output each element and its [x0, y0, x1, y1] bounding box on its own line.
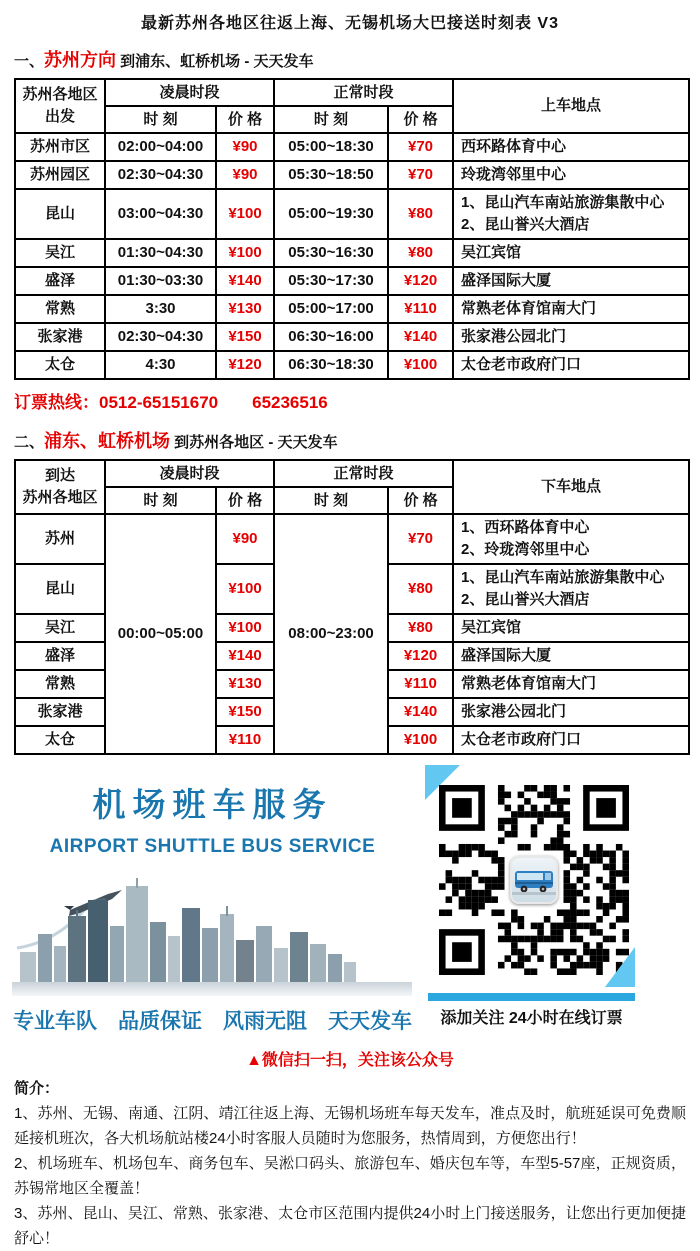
early-price-cell: ¥150: [216, 698, 274, 726]
early-price-cell: ¥120: [216, 351, 274, 379]
table2-early-price-header: 价 格: [216, 487, 274, 514]
blue-bar: [428, 993, 635, 1001]
banner-left: [0, 761, 425, 1043]
location-cell: 常熟老体育馆南大门: [453, 670, 689, 698]
table2-normal-period-header: 正常时段: [274, 460, 453, 487]
region-cell: 昆山: [15, 564, 105, 614]
table-row: [15, 295, 689, 323]
location-line: 2、昆山誉兴大酒店: [461, 216, 590, 233]
location-cell: 西环路体育中心: [453, 133, 689, 161]
normal-price-cell: ¥70: [388, 161, 453, 189]
region-cell: 太仓: [15, 726, 105, 754]
table1-region-header-line1: 苏州各地区: [22, 86, 98, 103]
location-cell: 常熟老体育馆南大门: [453, 295, 689, 323]
location-line: 1、昆山汽车南站旅游集散中心: [461, 194, 665, 211]
section2-rest: 到苏州各地区 - 天天发车: [170, 434, 338, 451]
region-cell: 张家港: [15, 323, 105, 351]
early-time-cell: 02:30~04:30: [105, 323, 216, 351]
wechat-scan-note: ▲微信扫一扫，关注该公众号: [246, 1052, 454, 1069]
early-price-cell: ¥100: [216, 189, 274, 239]
location-cell: 吴江宾馆: [453, 614, 689, 642]
table-row: [15, 514, 689, 564]
table2-region-header-line1: 到达: [44, 467, 75, 484]
city-skyline-illustration: [12, 856, 412, 996]
table1-normal-price-header: 价 格: [388, 106, 453, 133]
table2-location-header: 下车地点: [453, 460, 689, 514]
table-row: [15, 133, 689, 161]
section-heading-airport-direction: [14, 427, 700, 453]
early-price-cell: ¥100: [216, 564, 274, 614]
normal-time-cell: 05:30~18:50: [274, 161, 388, 189]
table1-header-row1: [15, 79, 689, 106]
table-row: [15, 189, 689, 239]
table1-normal-period-header: 正常时段: [274, 79, 453, 106]
table1-early-price-header: 价 格: [216, 106, 274, 133]
normal-price-cell: ¥140: [388, 698, 453, 726]
location-cell: 太仓老市政府门口: [453, 726, 689, 754]
normal-time-cell: 05:30~17:30: [274, 267, 388, 295]
section1-highlight: 苏州方向: [44, 50, 117, 70]
early-price-cell: ¥150: [216, 323, 274, 351]
normal-price-cell: ¥120: [388, 267, 453, 295]
airport-shuttle-banner: [0, 761, 700, 1043]
region-cell: 吴江: [15, 614, 105, 642]
normal-price-cell: ¥70: [388, 133, 453, 161]
table2-region-header: [15, 460, 105, 514]
region-cell: 盛泽: [15, 642, 105, 670]
early-time-cell: 01:30~04:30: [105, 239, 216, 267]
normal-time-cell: 05:00~18:30: [274, 133, 388, 161]
region-cell: 苏州: [15, 514, 105, 564]
table-row: [15, 351, 689, 379]
location-cell: 张家港公园北门: [453, 698, 689, 726]
normal-price-cell: ¥80: [388, 189, 453, 239]
region-cell: 昆山: [15, 189, 105, 239]
normal-price-cell: ¥120: [388, 642, 453, 670]
section2-highlight: 浦东、虹桥机场: [44, 431, 171, 451]
early-price-cell: ¥140: [216, 642, 274, 670]
table-row: [15, 161, 689, 189]
early-price-cell: ¥90: [216, 133, 274, 161]
early-price-cell: ¥130: [216, 295, 274, 323]
early-time-cell: 02:00~04:00: [105, 133, 216, 161]
table2-normal-price-header: 价 格: [388, 487, 453, 514]
intro-section: [14, 1076, 686, 1251]
early-price-cell: ¥140: [216, 267, 274, 295]
table-row: [15, 267, 689, 295]
normal-price-cell: ¥80: [388, 614, 453, 642]
table1-location-header: 上车地点: [453, 79, 689, 133]
location-cell: [453, 564, 689, 614]
normal-price-cell: ¥110: [388, 295, 453, 323]
normal-price-cell: ¥100: [388, 726, 453, 754]
normal-price-cell: ¥140: [388, 323, 453, 351]
location-cell: 玲珑湾邻里中心: [453, 161, 689, 189]
early-time-cell: 03:00~04:30: [105, 189, 216, 239]
early-price-cell: ¥90: [216, 514, 274, 564]
location-cell: 太仓老市政府门口: [453, 351, 689, 379]
table1-region-header-line2: 出发: [44, 108, 75, 125]
buildings: [20, 878, 356, 982]
banner-title-en: AIRPORT SHUTTLE BUS SERVICE: [49, 836, 376, 857]
page-title: 最新苏州各地区往返上海、无锡机场大巴接送时刻表 V3: [140, 15, 560, 32]
location-line: 2、玲珑湾邻里中心: [461, 541, 590, 558]
region-cell: 常熟: [15, 295, 105, 323]
location-cell: [453, 514, 689, 564]
region-cell: 吴江: [15, 239, 105, 267]
table1-region-header: [15, 79, 105, 133]
early-time-cell: 4:30: [105, 351, 216, 379]
location-cell: [453, 189, 689, 239]
location-cell: 盛泽国际大厦: [453, 267, 689, 295]
region-cell: 盛泽: [15, 267, 105, 295]
banner-right: [425, 761, 700, 1043]
early-time-cell: 3:30: [105, 295, 216, 323]
normal-price-cell: ¥80: [388, 239, 453, 267]
early-price-cell: ¥110: [216, 726, 274, 754]
normal-price-cell: ¥70: [388, 514, 453, 564]
ground-strip: [12, 982, 412, 996]
booking-hotline: 订票热线：0512-65151670 65236516: [14, 393, 328, 412]
departure-schedule-table: [14, 78, 690, 380]
region-cell: 苏州市区: [15, 133, 105, 161]
region-cell: 苏州园区: [15, 161, 105, 189]
section2-number: 二、: [14, 434, 45, 451]
early-time-cell: 02:30~04:30: [105, 161, 216, 189]
normal-time-merged-cell: 08:00~23:00: [274, 514, 388, 754]
intro-paragraph: 1、苏州、无锡、南通、江阴、靖江往返上海、无锡机场班车每天发车，准点及时，航班延误可免费顺延接机班次，各大机场航站楼24小时客服人员随时为您服务，热情周到，方便您出行！: [14, 1105, 686, 1147]
normal-price-cell: ¥100: [388, 351, 453, 379]
location-cell: 吴江宾馆: [453, 239, 689, 267]
table1-early-time-header: 时 刻: [105, 106, 216, 133]
intro-label: 简介：: [14, 1080, 60, 1097]
intro-paragraph: 3、苏州、昆山、吴江、常熟、张家港、太仓市区范围内提供24小时上门接送服务，让您出行更加便捷舒心！: [14, 1205, 686, 1247]
location-line: 2、昆山誉兴大酒店: [461, 591, 590, 608]
normal-time-cell: 05:00~19:30: [274, 189, 388, 239]
table1-normal-time-header: 时 刻: [274, 106, 388, 133]
section1-rest: 到浦东、虹桥机场 - 天天发车: [116, 53, 314, 70]
banner-title-cn: 机场班车服务: [92, 786, 333, 823]
section1-number: 一、: [14, 53, 45, 70]
early-time-merged-cell: 00:00~05:00: [105, 514, 216, 754]
normal-time-cell: 05:00~17:00: [274, 295, 388, 323]
early-time-cell: 01:30~03:30: [105, 267, 216, 295]
location-line: 1、昆山汽车南站旅游集散中心: [461, 569, 665, 586]
bus-logo-icon: [510, 856, 558, 904]
normal-price-cell: ¥80: [388, 564, 453, 614]
region-cell: 张家港: [15, 698, 105, 726]
early-price-cell: ¥100: [216, 614, 274, 642]
qr-caption: 添加关注 24小时在线订票: [440, 1010, 623, 1027]
normal-time-cell: 06:30~18:30: [274, 351, 388, 379]
location-cell: 张家港公园北门: [453, 323, 689, 351]
table2-normal-time-header: 时 刻: [274, 487, 388, 514]
normal-time-cell: 06:30~16:00: [274, 323, 388, 351]
table-row: [15, 239, 689, 267]
table2-early-time-header: 时 刻: [105, 487, 216, 514]
arrival-schedule-table: [14, 459, 690, 755]
region-cell: 常熟: [15, 670, 105, 698]
early-price-cell: ¥90: [216, 161, 274, 189]
location-line: 1、西环路体育中心: [461, 519, 590, 536]
early-price-cell: ¥130: [216, 670, 274, 698]
table2-early-period-header: 凌晨时段: [105, 460, 274, 487]
intro-paragraph: 2、机场班车、机场包车、商务包车、吴淞口码头、旅游包车、婚庆包车等，车型5-57座，正规资质，苏锡常地区全覆盖！: [14, 1155, 686, 1197]
normal-price-cell: ¥110: [388, 670, 453, 698]
banner-slogan: 专业车队 品质保证 风雨无阻 天天发车: [13, 1010, 412, 1033]
table-row: [15, 323, 689, 351]
section-heading-suzhou-direction: [14, 46, 700, 72]
table2-region-header-line2: 苏州各地区: [22, 489, 98, 506]
location-cell: 盛泽国际大厦: [453, 642, 689, 670]
table1-early-period-header: 凌晨时段: [105, 79, 274, 106]
triangle-decor-bottom-icon: [605, 947, 635, 987]
region-cell: 太仓: [15, 351, 105, 379]
table2-header-row1: [15, 460, 689, 487]
early-price-cell: ¥100: [216, 239, 274, 267]
normal-time-cell: 05:30~16:30: [274, 239, 388, 267]
